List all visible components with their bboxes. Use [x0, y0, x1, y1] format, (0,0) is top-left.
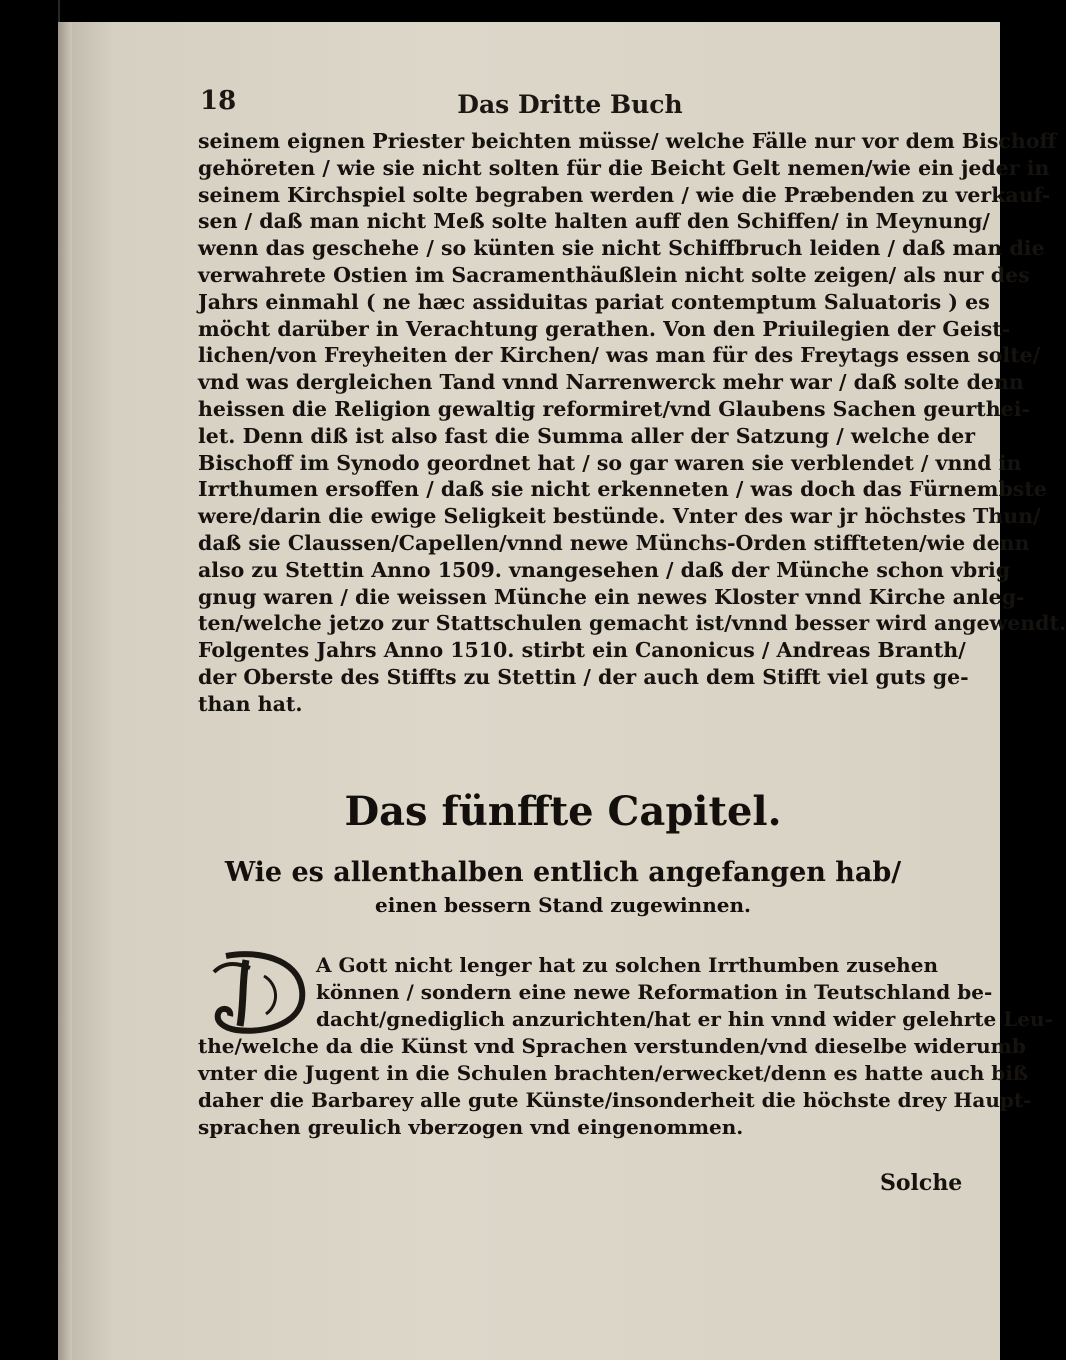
scan-edge-mark [58, 0, 60, 22]
text-line: heissen die Religion gewaltig reformiret/vnd Glaubens Sachen geurthei- [198, 396, 1031, 421]
text-line: lichen/von Freyheiten der Kirchen/ was man für des Freytags essen solte/ [198, 343, 1041, 368]
text-line: were/darin die ewige Seligkeit bestünde. Vnter des war jr höchstes Thun/ [198, 504, 1041, 529]
text-line: verwahrete Ostien im Sacramenthäußlein nicht solte zeigen/ als nur des [198, 262, 1030, 287]
text-line: ten/welche jetzo zur Stattschulen gemacht ist/vnnd besser wird angewendt. [198, 611, 1066, 636]
text-line: Bischoff im Synodo geordnet hat / so gar waren sie verblendet / vnnd in [198, 450, 1022, 475]
catchword: Solche [880, 1170, 963, 1196]
text-line: also zu Stettin Anno 1509. vnangesehen / daß der Münche schon vbrig [198, 557, 1011, 582]
page-number: 18 [200, 86, 237, 116]
text-line: gnug waren / die weissen Münche ein newes Kloster vnnd Kirche anleg- [198, 584, 1025, 609]
text-line: der Oberste des Stiffts zu Stettin / der auch dem Stifft viel guts ge- [198, 664, 969, 689]
running-head: Das Dritte Buch [457, 90, 683, 119]
text-line: let. Denn diß ist also fast die Summa aller der Satzung / welche der [198, 423, 976, 448]
chapter-title: Das fünffte Capitel. [344, 788, 782, 835]
text-line: Folgentes Jahrs Anno 1510. stirbt ein Canonicus / Andreas Branth/ [198, 638, 966, 663]
text-line: daß sie Claussen/Capellen/vnnd newe Münchs-Orden stiffteten/wie denn [198, 530, 1030, 555]
text-line: the/welche da die Künst vnd Sprachen verstunden/vnd dieselbe widerumb [198, 1034, 1026, 1058]
page-header [200, 86, 940, 126]
text-line: können / sondern eine newe Reformation in Teutschland be- [316, 980, 993, 1004]
body-paragraph [198, 128, 1066, 718]
text-line: wenn das geschehe / so künten sie nicht Schiffbruch leiden / daß man die [198, 236, 1045, 261]
text-line: möcht darüber in Verachtung gerathen. Von den Priuilegien der Geist- [198, 316, 1011, 341]
text-line: gehöreten / wie sie nicht solten für die Beicht Gelt nemen/wie ein jeder in [198, 155, 1050, 180]
text-line: sen / daß man nicht Meß solte halten auff den Schiffen/ in Meynung/ [198, 209, 990, 234]
text-line: dacht/gnediglich anzurichten/hat er hin vnnd wider gelehrte Leu- [316, 1007, 1053, 1031]
chapter-subtitle [198, 856, 928, 920]
text-line: seinem eignen Priester beichten müsse/ welche Fälle nur vor dem Bischoff [198, 129, 1057, 153]
text-line: seinem Kirchspiel solte begraben werden / wie die Præbenden zu verkauf- [198, 182, 1051, 207]
text-line: Jahrs einmahl ( ne hæc assiduitas pariat contemptum Saluatoris ) es [198, 289, 990, 314]
text-line: Irrthumen ersoffen / daß sie nicht erkenneten / was doch das Fürnembste [198, 477, 1047, 502]
text-line: sprachen greulich vberzogen vnd eingenommen. [198, 1115, 744, 1139]
text-line: vnter die Jugent in die Schulen brachten/erwecket/denn es hatte auch biß [198, 1061, 1029, 1085]
text-line: vnd was dergleichen Tand vnnd Narrenwerck mehr war / daß solte denn [198, 370, 1024, 395]
text-line: than hat. [198, 691, 303, 716]
chapter-subtitle-line: Wie es allenthalben entlich angefangen hab/ [224, 857, 902, 888]
chapter-subtitle-line: einen bessern Stand zugewinnen. [375, 893, 751, 917]
text-line: daher die Barbarey alle gute Künste/insonderheit die höchste drey Haupt- [198, 1088, 1032, 1112]
text-line: A Gott nicht lenger hat zu solchen Irrthumben zusehen [316, 953, 938, 977]
page-gutter-shadow [58, 22, 72, 1360]
chapter-paragraph [198, 952, 1053, 1141]
